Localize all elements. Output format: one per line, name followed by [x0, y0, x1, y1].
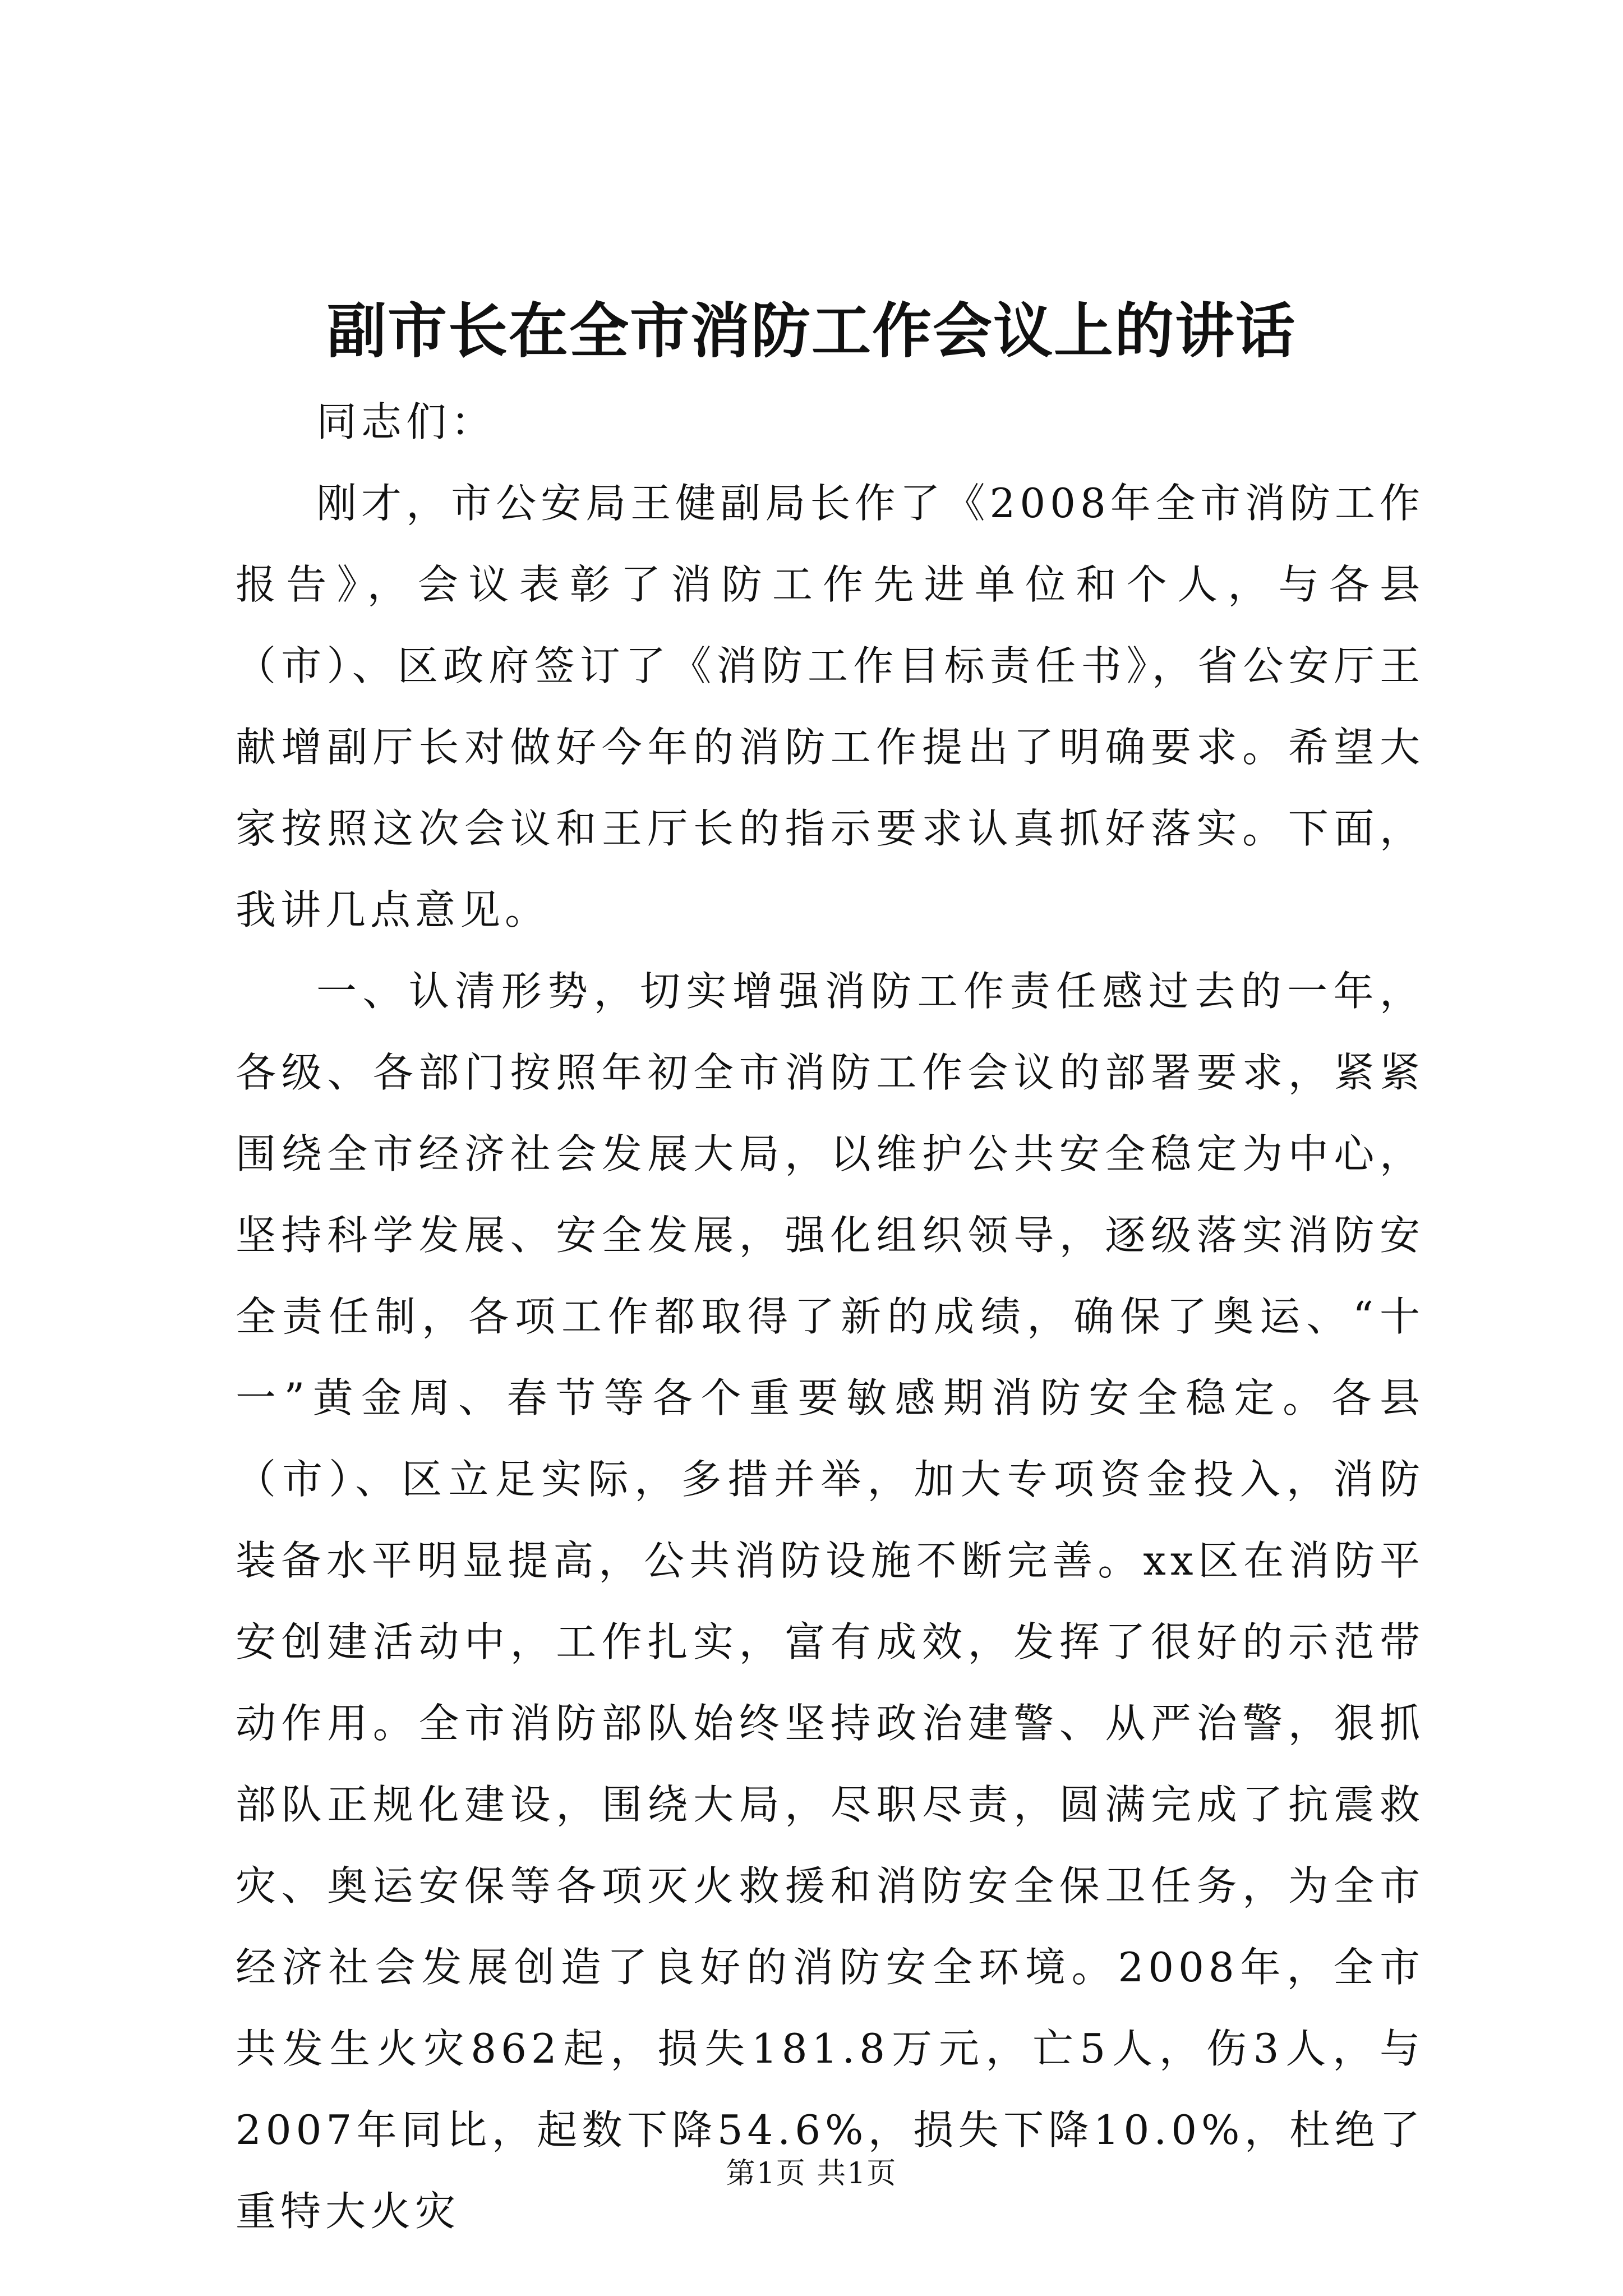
page-number-footer: 第1页 共1页: [726, 2157, 897, 2191]
document-title: 副市长在全市消防工作会议上的讲话: [327, 296, 1296, 366]
document-body: [236, 381, 1424, 2252]
intro-paragraph: 刚才，市公安局王健副局长作了《2008年全市消防工作报告》，会议表彰了消防工作先进单位和个人，与各县（市）、区政府签订了《消防工作目标责任书》，省公安厅王献增副厅长对做好今年的消防工作提出了明确要求。希望大家按照这次会议和王厅长的指示要求认真抓好落实。下面，我讲几点意见。: [236, 480, 1424, 933]
section-one-paragraph: 一、认清形势，切实增强消防工作责任感过去的一年，各级、各部门按照年初全市消防工作会议的部署要求，紧紧围绕全市经济社会发展大局，以维护公共安全稳定为中心，坚持科学发展、安全发展，强化组织领导，逐级落实消防安全责任制，各项工作都取得了新的成绩，确保了奥运、“十一”黄金周、春节等各个重要敏感期消防安全稳定。各县（市）、区立足实际，多措并举，加大专项资金投入，消防装备水平明显提高，公共消防设施不断完善。xx区在消防平安创建活动中，工作扎实，富有成效，发挥了很好的示范带动作用。全市消防部队始终坚持政治建警、从严治警，狠抓部队正规化建设，围绕大局，尽职尽责，圆满完成了抗震救灾、奥运安保等各项灭火救援和消防安全保卫任务，为全市经济社会发展创造了良好的消防安全环境。2008年，全市共发生火灾862起，损失181.8万元，亡5人，伤3人，与2007年同比，起数下降54.6%，损失下降10.0%，杜绝了重特大火灾: [236, 968, 1424, 2235]
salutation-paragraph: 同志们：: [316, 398, 496, 445]
